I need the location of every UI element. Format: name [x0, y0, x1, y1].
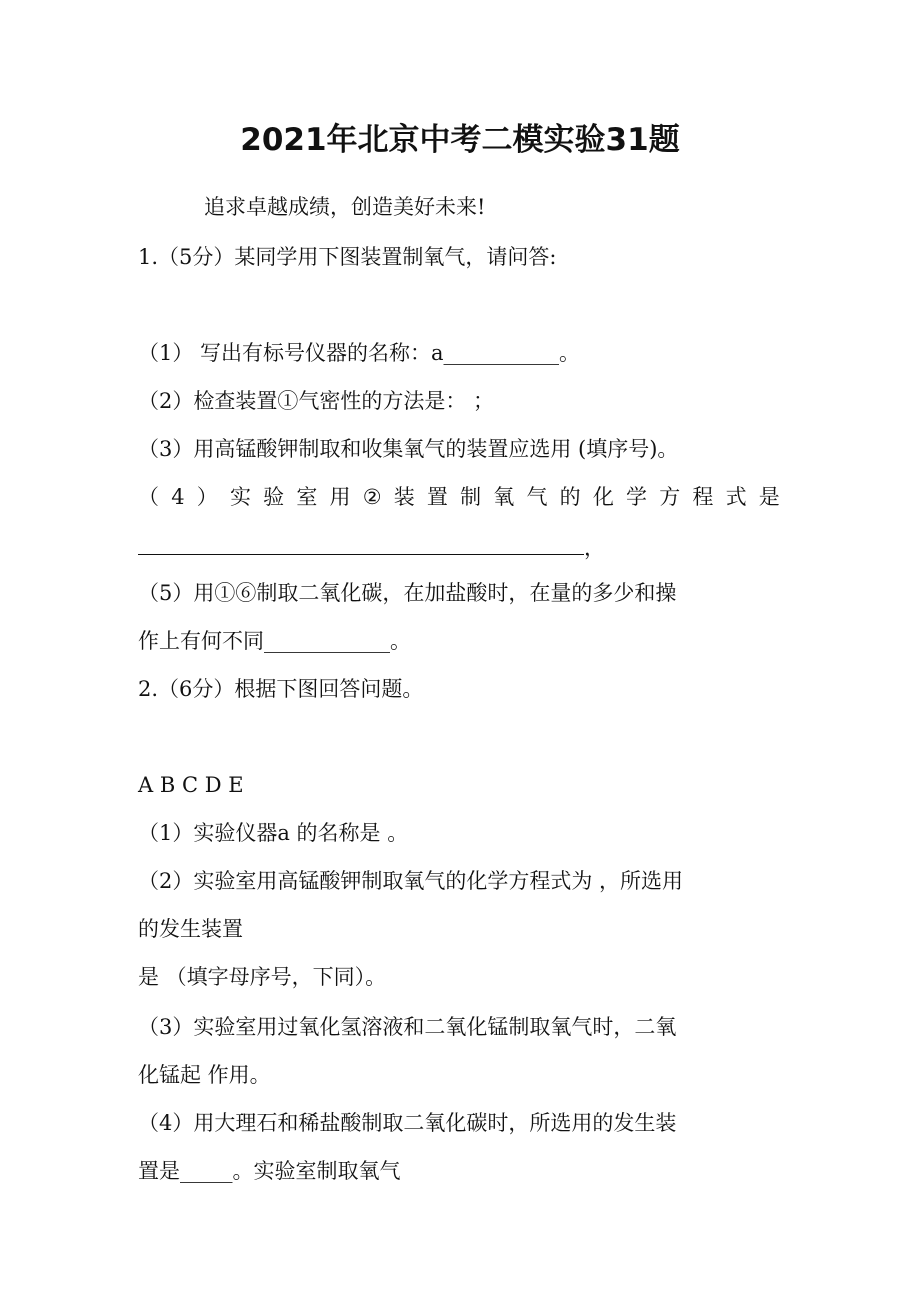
- q2-figure-labels: A B C D E: [138, 773, 244, 797]
- q1-part5-line2: 作上有何不同____________。: [138, 629, 411, 653]
- q1-part4-char: 置: [426, 485, 448, 509]
- q2-part2-line2: 的发生装置: [138, 917, 243, 941]
- q1-part4-char: 是: [758, 485, 780, 509]
- q1-part4-char: 4: [171, 485, 185, 509]
- q1-part4-char: ②: [362, 485, 382, 509]
- q1-part4-char: 氧: [493, 485, 515, 509]
- document-title: 2021年北京中考二模实验31题: [240, 122, 680, 158]
- q2-part4-line2: 置是_____。实验室制取氧气: [138, 1159, 401, 1183]
- motto: 追求卓越成绩，创造美好未来!: [204, 195, 486, 219]
- q2-header: 2.（6分）根据下图回答问题。: [138, 677, 424, 701]
- q2-part2-line3: 是 （填字母序号，下同）。: [138, 965, 387, 989]
- answer-blank: [138, 528, 584, 555]
- q1-part4-char: 程: [692, 485, 714, 509]
- q1-part4-char: 方: [659, 485, 681, 509]
- q1-part4-char: 室: [296, 485, 318, 509]
- q1-part4-char: ）: [196, 485, 218, 509]
- q1-part4-char: （: [138, 485, 159, 509]
- q2-part3-line2: 化锰起 作用。: [138, 1063, 271, 1087]
- q1-part3: （3）用高锰酸钾制取和收集氧气的装置应选用 (填序号)。: [138, 437, 679, 461]
- q1-part4-char: 验: [263, 485, 285, 509]
- q1-part4-char: 式: [725, 485, 747, 509]
- q2-part2-line1: （2）实验室用高锰酸钾制取氧气的化学方程式为 ，所选用: [138, 869, 684, 893]
- q1-part2: （2）检查装置①气密性的方法是： ；: [138, 389, 495, 413]
- q1-part4: [138, 480, 780, 514]
- q2-part4-line1: （4）用大理石和稀盐酸制取二氧化碳时，所选用的发生装: [138, 1111, 677, 1135]
- q1-part4-char: 气: [526, 485, 548, 509]
- q2-part3-line1: （3）实验室用过氧化氢溶液和二氧化锰制取氧气时，二氧: [138, 1015, 677, 1039]
- q2-part1: （1）实验仪器a 的名称是 。: [138, 821, 409, 845]
- q1-header: 1.（5分）某同学用下图装置制氧气，请问答:: [138, 245, 557, 269]
- q1-part1: （1） 写出有标号仪器的名称：a___________。: [138, 341, 581, 365]
- q1-part4-char: 实: [229, 485, 251, 509]
- q1-part4-char: 制: [460, 485, 482, 509]
- q1-part4-answer-line: [138, 528, 788, 565]
- q1-part4-char: 用: [329, 485, 351, 509]
- q1-part4-char: 化: [592, 485, 614, 509]
- q1-part4-char: 的: [559, 485, 581, 509]
- q1-part4-char: 学: [626, 485, 648, 509]
- q1-part4-char: 装: [393, 485, 415, 509]
- q1-part5-line1: （5）用①⑥制取二氧化碳，在加盐酸时，在量的多少和操: [138, 581, 677, 605]
- q1-part4-end: ，: [584, 536, 605, 560]
